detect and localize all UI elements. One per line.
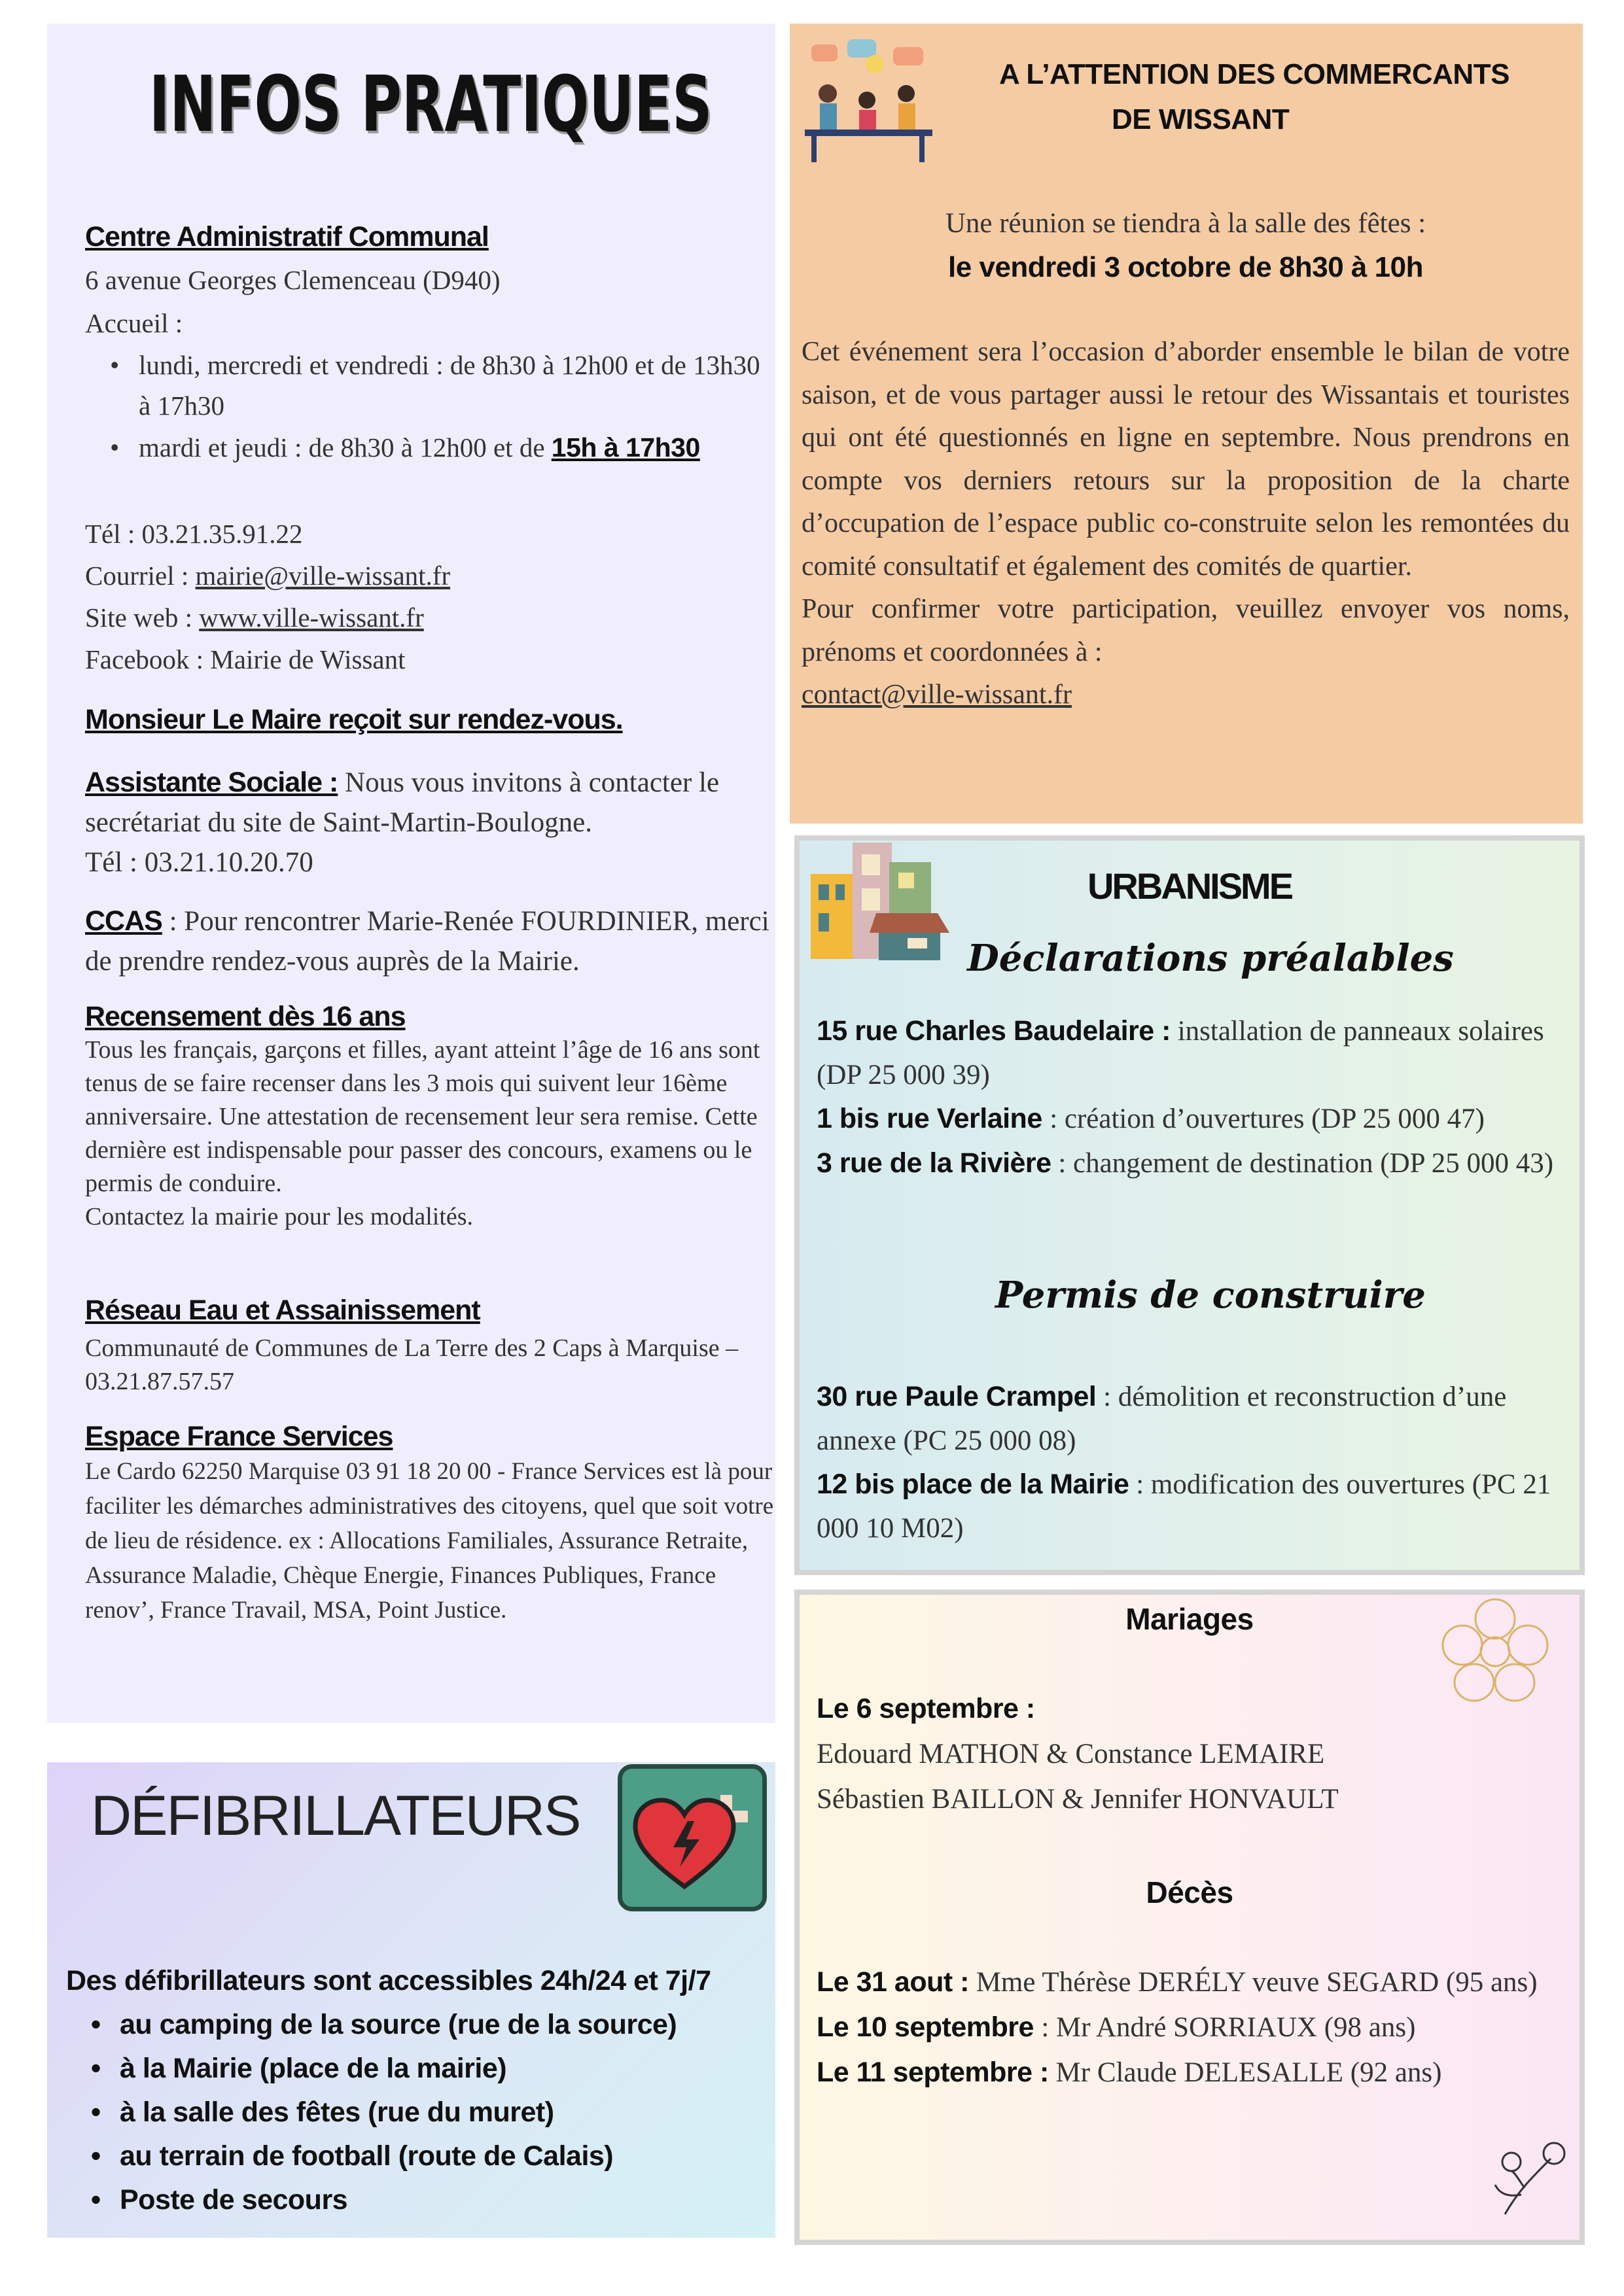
hours-text: mardi et jeudi : de 8h30 à 12h00 et de — [139, 432, 552, 462]
defib-title: DÉFIBRILLATEURS — [91, 1784, 580, 1847]
courriel-label: Courriel : — [85, 561, 196, 591]
dp-list — [817, 1009, 1576, 1185]
centre-section — [85, 215, 772, 469]
commercants-title — [999, 52, 1509, 142]
contact-section — [85, 513, 450, 680]
deces-entry — [817, 1960, 1576, 2005]
deces-text: Mme Thérèse DERÉLY veuve SEGARD (95 ans) — [968, 1967, 1538, 1998]
website-link[interactable]: www.ville-wissant.fr — [199, 602, 424, 633]
dp-entry — [817, 1009, 1576, 1097]
centre-heading: Centre Administratif Communal — [85, 221, 489, 252]
centre-address: 6 avenue Georges Clemenceau (D940) — [85, 265, 501, 295]
recensement-contact: Contactez la mairie pour les modalités. — [85, 1203, 474, 1230]
pc-entry — [817, 1463, 1579, 1550]
defib-item: • au camping de la source (rue de la source) — [66, 2003, 677, 2047]
dp-desc: : changement de destination (DP 25 000 43) — [1051, 1147, 1554, 1179]
deces-date: Le 11 septembre : — [817, 2057, 1049, 2088]
deces-text: : Mr André SORRIAUX (98 ans) — [1041, 2012, 1416, 2043]
ccas-text: : Pour rencontrer Marie-Renée FOURDINIER, merci de prendre rendez-vous auprès de la Mairie. — [85, 906, 769, 977]
email-link[interactable]: mairie@ville-wissant.fr — [195, 561, 451, 591]
defib-item: • à la Mairie (place de la mairie) — [66, 2047, 677, 2091]
tel: Tél : 03.21.35.91.22 — [85, 519, 303, 549]
deces-entry — [817, 2050, 1576, 2095]
recensement-heading: Recensement dès 16 ans — [85, 1001, 406, 1032]
reunion-date: le vendredi 3 octobre de 8h30 à 10h — [948, 251, 1423, 283]
defib-list — [66, 2003, 677, 2222]
defibrillator-icon — [618, 1764, 767, 1911]
dp-address: 3 rue de la Rivière — [817, 1147, 1051, 1179]
deces-title: Décès — [1146, 1875, 1233, 1909]
site-label: Site web : — [85, 602, 200, 633]
deces-date: Le 31 aout : — [817, 1966, 969, 1998]
dp-entry — [817, 1097, 1576, 1141]
meeting-illustration — [802, 38, 936, 165]
assistante-heading: Assistante Sociale : — [85, 767, 338, 798]
pc-title: Permis de construire — [995, 1274, 1426, 1317]
infos-title: INFOS PRATIQUES — [149, 59, 713, 149]
hours-item — [85, 426, 772, 469]
defib-item: • Poste de secours — [66, 2178, 677, 2222]
pc-address: 30 rue Paule Crampel — [817, 1381, 1097, 1412]
commercants-title-line2: DE WISSANT — [1112, 103, 1290, 135]
mariages-list — [817, 1686, 1339, 1822]
pc-desc: : modification des ouvertures (PC 21 000 10 M02) — [817, 1469, 1551, 1544]
france-services-text: Le Cardo 62250 Marquise 03 91 18 20 00 - France Services est là pour faciliter les démarches administratives des citoyens, quel que soit votre de lieu de résidence. ex : Allocations Familiales, Assurance Retraite, Assurance Maladie, Chèque Energie, Finances Publiques, France renov’, France Travail, MSA, Point Justice. — [85, 1458, 774, 1624]
defib-item: • à la salle des fêtes (rue du muret) — [66, 2091, 677, 2134]
defib-intro: Des défibrillateurs sont accessibles 24h/24 et 7j/7 — [66, 1965, 711, 1996]
pc-desc: : démolition et reconstruction d’une annexe (PC 25 000 08) — [817, 1382, 1507, 1456]
dp-address: 1 bis rue Verlaine — [817, 1103, 1050, 1135]
pc-list — [817, 1375, 1579, 1550]
pc-address: 12 bis place de la Mairie — [817, 1469, 1129, 1501]
pc-entry — [817, 1375, 1579, 1463]
deces-text: Mr Claude DELESALLE (92 ans) — [1048, 2057, 1442, 2088]
recensement-body — [85, 1034, 775, 1234]
reunion-text: Une réunion se tiendra à la salle des fêtes : — [945, 208, 1426, 239]
eau-heading: Réseau Eau et Assainissement — [85, 1295, 480, 1326]
assistante-section — [85, 763, 772, 882]
commercants-confirm: Pour confirmer votre participation, veuillez envoyer vos noms, prénoms et coordonnées à : — [802, 594, 1570, 667]
commercants-title-line1: A L’ATTENTION DES COMMERCANTS — [999, 58, 1509, 90]
ccas-heading: CCAS — [85, 905, 162, 937]
contact-email-link[interactable]: contact@ville-wissant.fr — [802, 680, 1072, 710]
hours-bold: 15h à 17h30 — [551, 432, 700, 462]
deces-entry — [817, 2005, 1576, 2050]
mariage-couple: Edouard MATHON & Constance LEMAIRE — [817, 1739, 1325, 1769]
defib-item: • au terrain de football (route de Calais) — [66, 2134, 677, 2178]
flower-sketch-icon — [1485, 2132, 1583, 2218]
france-services-heading: Espace France Services — [85, 1421, 393, 1452]
urbanisme-title: URBANISME — [1087, 865, 1292, 907]
commercants-body — [802, 331, 1570, 717]
hours-item: • lundi, mercredi et vendredi : de 8h30 à 12h00 et de 13h30 à 17h30 — [85, 345, 772, 426]
ccas-section — [85, 901, 779, 981]
assistante-tel: Tél : 03.21.10.20.70 — [85, 847, 313, 878]
accueil-label: Accueil : — [85, 308, 183, 338]
eau-text: Communauté de Communes de La Terre des 2 Caps à Marquise – 03.21.87.57.57 — [85, 1334, 739, 1395]
dp-entry — [817, 1141, 1576, 1186]
assistante-text: Nous vous invitons à contacter le secrétariat du site de Saint-Martin-Boulogne. — [85, 767, 720, 838]
mariage-couple: Sébastien BAILLON & Jennifer HONVAULT — [817, 1784, 1339, 1815]
dp-desc: installation de panneaux solaires (DP 25 000 39) — [817, 1016, 1544, 1090]
mariages-title: Mariages — [1125, 1602, 1254, 1636]
dp-address: 15 rue Charles Baudelaire : — [817, 1015, 1171, 1047]
mariage-date: Le 6 septembre : — [817, 1693, 1035, 1724]
dp-title: Déclarations préalables — [967, 937, 1454, 980]
deces-date: Le 10 septembre — [817, 2011, 1042, 2043]
facebook: Facebook : Mairie de Wissant — [85, 644, 406, 674]
deces-list — [817, 1960, 1576, 2095]
maire-heading: Monsieur Le Maire reçoit sur rendez-vous. — [85, 704, 623, 735]
recensement-text: Tous les français, garçons et filles, ayant atteint l’âge de 16 ans sont tenus de se faire recenser dans les 3 mois qui suivent leur 16ème anniversaire. Une attestation de recensement leur sera remise. Cette dernière est indispensable pour passer des concours, examens ou le permis de conduire. — [85, 1036, 760, 1197]
dp-desc: : création d’ouvertures (DP 25 000 47) — [1050, 1104, 1485, 1135]
commercants-body-text: Cet événement sera l’occasion d’aborder ensemble le bilan de votre saison, et de vous partager aussi le retour des Wissantais et touristes qui ont été questionnés en ligne en septembre. Nous prendrons en compte vos derniers retours sur la proposition de la charte d’occupation de l’espace public co-construite selon les remontées du comité consultatif et également des comités de quartier. — [802, 337, 1570, 582]
